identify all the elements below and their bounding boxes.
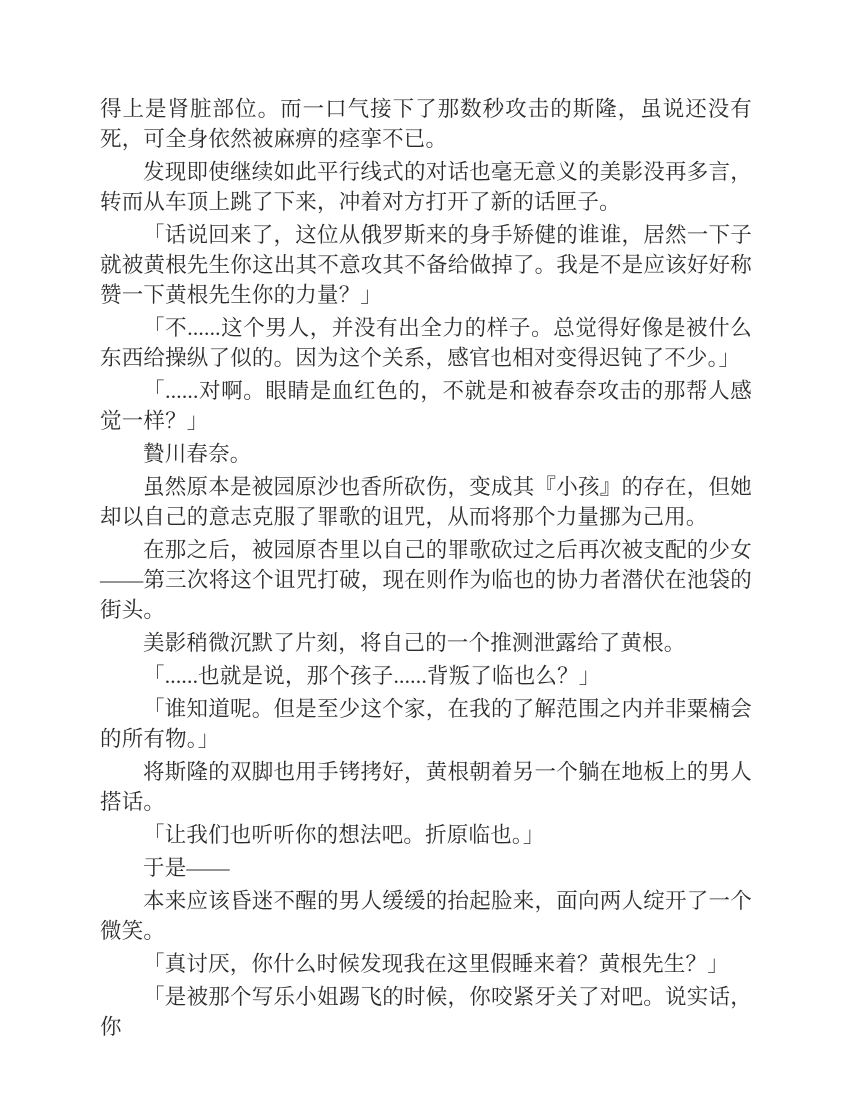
paragraph: 将斯隆的双脚也用手铐拷好，黄根朝着另一个躺在地板上的男人搭话。 [100, 760, 752, 814]
paragraph: 得上是肾脏部位。而一口气接下了那数秒攻击的斯隆，虽说还没有死，可全身依然被麻痹的痉挛不已。 [100, 97, 752, 151]
paragraph: 贄川春奈。 [143, 442, 252, 466]
paragraph: 美影稍微沉默了片刻，将自己的一个推测泄露给了黄根。 [143, 631, 686, 655]
paragraph: 「真讨厌，你什么时候发现我在这里假睡来着？黄根先生？」 [143, 952, 729, 976]
text-block [100, 94, 752, 1045]
paragraph: 本来应该昏迷不醒的男人缓缓的抬起脸来，面向两人绽开了一个微笑。 [100, 889, 752, 943]
paragraph: 在那之后，被园原杏里以自己的罪歌砍过之后再次被支配的少女——第三次将这个诅咒打破，现在则作为临也的协力者潜伏在池袋的街头。 [100, 538, 752, 622]
paragraph: 「......也就是说，那个孩子......背叛了临也么？」 [143, 664, 601, 688]
paragraph: 「不......这个男人，并没有出全力的样子。总觉得好像是被什么东西给操纵了似的。因为这个关系，感官也相对变得迟钝了不少。」 [100, 316, 752, 370]
paragraph: 发现即使继续如此平行线式的对话也毫无意义的美影没再多言，转而从车顶上跳了下来，冲着对方打开了新的话匣子。 [100, 160, 752, 214]
paragraph: 「是被那个写乐小姐踢飞的时候，你咬紧牙关了对吧。说实话，你 [100, 985, 752, 1039]
paragraph: 「话说回来了，这位从俄罗斯来的身手矫健的谁谁，居然一下子就被黄根先生你这出其不意攻其不备给做掉了。我是不是应该好好称赞一下黄根先生你的力量？」 [100, 223, 752, 307]
paragraph: 虽然原本是被园原沙也香所砍伤，变成其『小孩』的存在，但她却以自己的意志克服了罪歌的诅咒，从而将那个力量挪为己用。 [100, 475, 752, 529]
paragraph: 「......对啊。眼睛是血红色的，不就是和被春奈攻击的那帮人感觉一样？」 [100, 379, 752, 433]
paragraph: 「让我们也听听你的想法吧。折原临也。」 [143, 823, 545, 847]
paragraph: 「谁知道呢。但是至少这个家，在我的了解范围之内并非粟楠会的所有物。」 [100, 697, 752, 751]
paragraph: 于是—— [143, 856, 230, 880]
